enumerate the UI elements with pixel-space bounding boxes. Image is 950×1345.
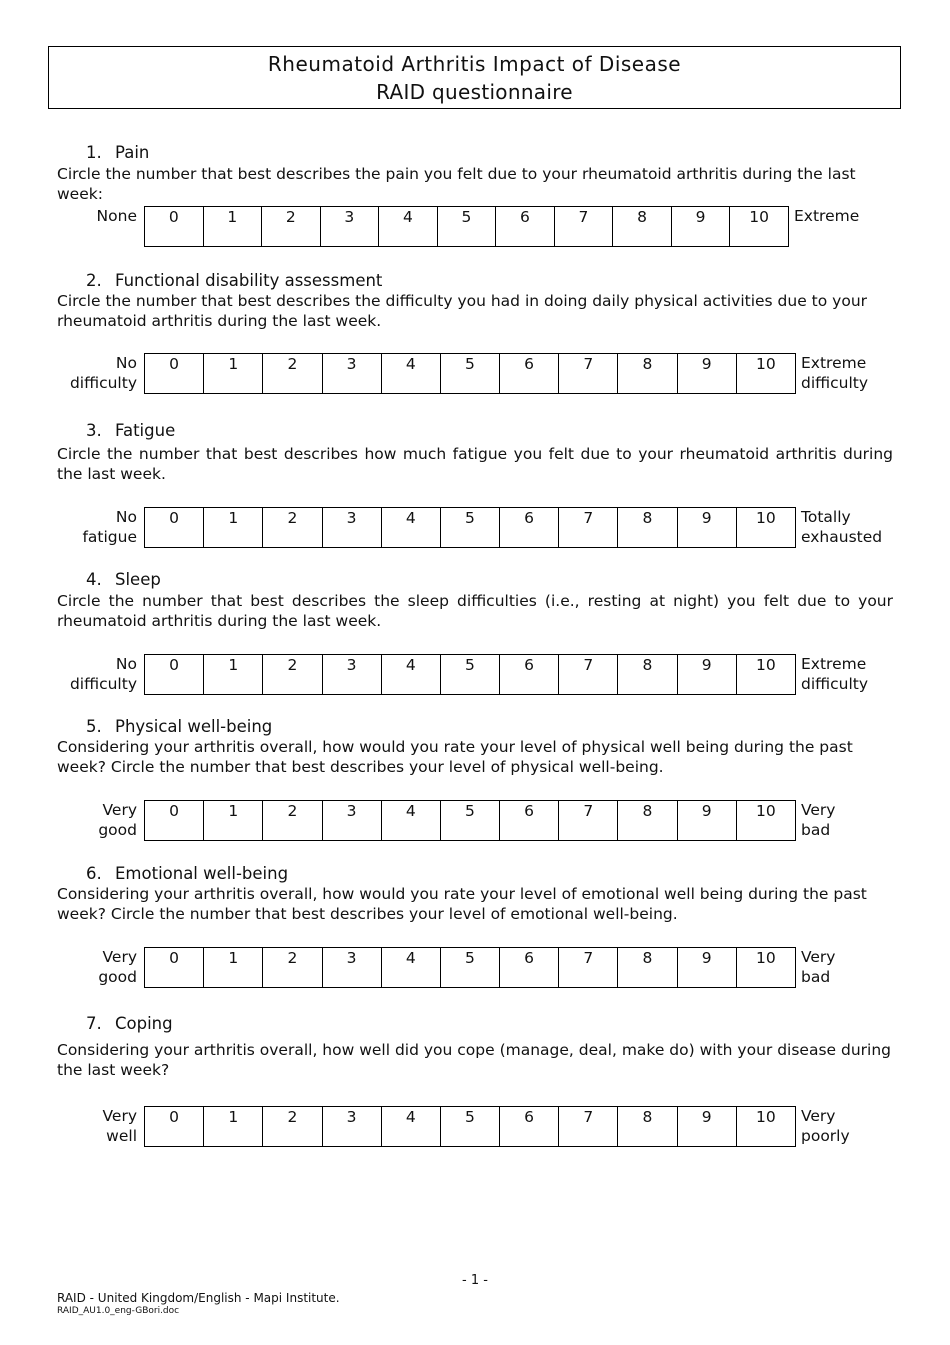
- scale-option-7[interactable]: 7: [559, 508, 618, 548]
- scale-option-5[interactable]: 5: [440, 1107, 499, 1147]
- question-text: Circle the number that best describes the pain you felt due to your rheumatoid arthritis during the last week:: [57, 165, 856, 203]
- scale-option-7[interactable]: 7: [559, 354, 618, 394]
- scale-option-2[interactable]: 2: [263, 1107, 322, 1147]
- scale-option-5[interactable]: 5: [440, 354, 499, 394]
- title-line-1: Rheumatoid Arthritis Impact of Disease: [267, 52, 682, 76]
- scale-option-6[interactable]: 6: [500, 655, 559, 695]
- scale-cells: [144, 206, 789, 247]
- question-heading: [86, 271, 382, 290]
- rating-scale: [0, 800, 950, 844]
- scale-right-label: Very bad: [801, 948, 836, 986]
- scale-option-7[interactable]: 7: [559, 655, 618, 695]
- scale-option-9[interactable]: 9: [677, 508, 736, 548]
- scale-cells: [144, 800, 796, 841]
- scale-left-label: No difficulty: [69, 655, 137, 693]
- question-number: 6.: [86, 864, 102, 883]
- scale-cells: [144, 353, 796, 394]
- scale-right-label: Totally exhausted: [801, 508, 883, 546]
- question-title: Pain: [115, 143, 150, 162]
- scale-option-8[interactable]: 8: [613, 207, 672, 247]
- scale-option-1[interactable]: 1: [204, 655, 263, 695]
- scale-option-9[interactable]: 9: [677, 1107, 736, 1147]
- scale-option-3[interactable]: 3: [320, 207, 379, 247]
- scale-option-9[interactable]: 9: [677, 948, 736, 988]
- question-number: 3.: [86, 421, 102, 440]
- scale-option-8[interactable]: 8: [618, 1107, 677, 1147]
- scale-option-3[interactable]: 3: [322, 948, 381, 988]
- scale-option-9[interactable]: 9: [677, 655, 736, 695]
- scale-option-8[interactable]: 8: [618, 948, 677, 988]
- scale-option-6[interactable]: 6: [500, 801, 559, 841]
- question-text: Considering your arthritis overall, how would you rate your level of physical well being during the past week? Circle the number that best describes your level of physical well-being.: [57, 738, 853, 776]
- question-heading: [86, 717, 272, 736]
- question-title: Physical well-being: [115, 717, 273, 736]
- scale-option-8[interactable]: 8: [618, 801, 677, 841]
- rating-scale: [0, 206, 950, 250]
- footer-filename: RAID_AU1.0_eng-GBori.doc: [57, 1306, 180, 1316]
- scale-option-4[interactable]: 4: [381, 655, 440, 695]
- question-heading: [86, 570, 161, 589]
- scale-left-label: No difficulty: [69, 354, 137, 392]
- scale-left-label: No fatigue: [82, 508, 137, 546]
- scale-option-4[interactable]: 4: [381, 801, 440, 841]
- question-text: Circle the number that best describes how much fatigue you felt due to your rheumatoid arthritis during the last week.: [57, 445, 893, 483]
- scale-left-label: Very good: [98, 801, 137, 839]
- scale-option-8[interactable]: 8: [618, 508, 677, 548]
- question-number: 7.: [86, 1014, 102, 1033]
- rating-scale: [0, 1106, 950, 1150]
- scale-option-0[interactable]: 0: [145, 655, 204, 695]
- question-heading: [86, 1014, 173, 1033]
- scale-option-7[interactable]: 7: [554, 207, 613, 247]
- question-text: Considering your arthritis overall, how well did you cope (manage, deal, make do) with your disease during the last week?: [57, 1041, 891, 1079]
- scale-option-5[interactable]: 5: [437, 207, 496, 247]
- question-heading: [86, 421, 175, 440]
- scale-option-8[interactable]: 8: [618, 655, 677, 695]
- scale-option-10[interactable]: 10: [736, 508, 795, 548]
- scale-right-label: Very poorly: [801, 1107, 850, 1145]
- scale-right-label: Extreme difficulty: [801, 354, 869, 392]
- question-text: Circle the number that best describes the difficulty you had in doing daily physical activities due to your rheumatoid arthritis during the last week.: [57, 292, 868, 330]
- scale-option-10[interactable]: 10: [736, 801, 795, 841]
- scale-option-2[interactable]: 2: [263, 354, 322, 394]
- scale-option-4[interactable]: 4: [381, 1107, 440, 1147]
- scale-option-6[interactable]: 6: [500, 948, 559, 988]
- scale-option-1[interactable]: 1: [204, 948, 263, 988]
- scale-option-7[interactable]: 7: [559, 948, 618, 988]
- scale-option-9[interactable]: 9: [677, 354, 736, 394]
- page-number: - 1 -: [462, 1273, 488, 1288]
- scale-option-0[interactable]: 0: [145, 508, 204, 548]
- rating-scale: [0, 654, 950, 698]
- scale-option-2[interactable]: 2: [263, 801, 322, 841]
- scale-option-2[interactable]: 2: [263, 655, 322, 695]
- scale-option-9[interactable]: 9: [671, 207, 730, 247]
- question-title: Emotional well-being: [115, 864, 289, 883]
- scale-option-4[interactable]: 4: [381, 508, 440, 548]
- scale-option-0[interactable]: 0: [145, 801, 204, 841]
- scale-option-1[interactable]: 1: [204, 801, 263, 841]
- scale-right-label: Very bad: [801, 801, 836, 839]
- title-box: [48, 46, 901, 109]
- scale-left-label: Very well: [102, 1107, 137, 1145]
- question-number: 4.: [86, 570, 102, 589]
- scale-right-label: Extreme difficulty: [801, 655, 869, 693]
- scale-option-10[interactable]: 10: [736, 948, 795, 988]
- scale-option-3[interactable]: 3: [322, 655, 381, 695]
- scale-option-2[interactable]: 2: [262, 207, 321, 247]
- question-title: Sleep: [115, 570, 161, 589]
- scale-option-2[interactable]: 2: [263, 508, 322, 548]
- question-number: 5.: [86, 717, 102, 736]
- question-title: Functional disability assessment: [115, 271, 383, 290]
- scale-option-4[interactable]: 4: [381, 948, 440, 988]
- question-text: Circle the number that best describes the sleep difficulties (i.e., resting at night) you felt due to your rheumatoid arthritis during the last week.: [57, 592, 893, 630]
- scale-option-6[interactable]: 6: [500, 354, 559, 394]
- scale-option-1[interactable]: 1: [204, 1107, 263, 1147]
- scale-left-label: Very good: [98, 948, 137, 986]
- question-number: 2.: [86, 271, 102, 290]
- scale-option-5[interactable]: 5: [440, 508, 499, 548]
- scale-option-3[interactable]: 3: [322, 508, 381, 548]
- scale-option-8[interactable]: 8: [618, 354, 677, 394]
- scale-option-4[interactable]: 4: [379, 207, 438, 247]
- scale-option-6[interactable]: 6: [500, 508, 559, 548]
- scale-option-1[interactable]: 1: [203, 207, 262, 247]
- scale-option-10[interactable]: 10: [736, 354, 795, 394]
- scale-option-3[interactable]: 3: [322, 354, 381, 394]
- scale-option-4[interactable]: 4: [381, 354, 440, 394]
- scale-cells: [144, 507, 796, 548]
- scale-option-9[interactable]: 9: [677, 801, 736, 841]
- rating-scale: [0, 353, 950, 397]
- scale-option-10[interactable]: 10: [736, 1107, 795, 1147]
- scale-option-7[interactable]: 7: [559, 1107, 618, 1147]
- question-heading: [86, 864, 288, 883]
- scale-option-10[interactable]: 10: [730, 207, 789, 247]
- scale-cells: [144, 1106, 796, 1147]
- rating-scale: [0, 947, 950, 991]
- scale-cells: [144, 947, 796, 988]
- rating-scale: [0, 507, 950, 551]
- title-line-2: RAID questionnaire: [376, 80, 573, 104]
- scale-option-0[interactable]: 0: [145, 948, 204, 988]
- footer-source: RAID - United Kingdom/English - Mapi Institute.: [57, 1291, 340, 1305]
- scale-cells: [144, 654, 796, 695]
- scale-option-0[interactable]: 0: [145, 1107, 204, 1147]
- question-title: Fatigue: [115, 421, 176, 440]
- scale-right-label: Extreme: [794, 207, 860, 225]
- scale-option-7[interactable]: 7: [559, 801, 618, 841]
- scale-option-6[interactable]: 6: [496, 207, 555, 247]
- question-text: Considering your arthritis overall, how would you rate your level of emotional well being during the past week? Circle the number that best describes your level of emotional well-being.: [57, 885, 867, 923]
- scale-left-label: None: [96, 207, 137, 225]
- scale-option-0[interactable]: 0: [145, 207, 204, 247]
- scale-option-10[interactable]: 10: [736, 655, 795, 695]
- scale-option-5[interactable]: 5: [440, 655, 499, 695]
- scale-option-2[interactable]: 2: [263, 948, 322, 988]
- scale-option-0[interactable]: 0: [145, 354, 204, 394]
- scale-option-1[interactable]: 1: [204, 354, 263, 394]
- scale-option-3[interactable]: 3: [322, 801, 381, 841]
- question-number: 1.: [86, 143, 102, 162]
- scale-option-5[interactable]: 5: [440, 801, 499, 841]
- scale-option-6[interactable]: 6: [500, 1107, 559, 1147]
- question-heading: [86, 143, 149, 162]
- scale-option-1[interactable]: 1: [204, 508, 263, 548]
- question-title: Coping: [115, 1014, 173, 1033]
- scale-option-3[interactable]: 3: [322, 1107, 381, 1147]
- scale-option-5[interactable]: 5: [440, 948, 499, 988]
